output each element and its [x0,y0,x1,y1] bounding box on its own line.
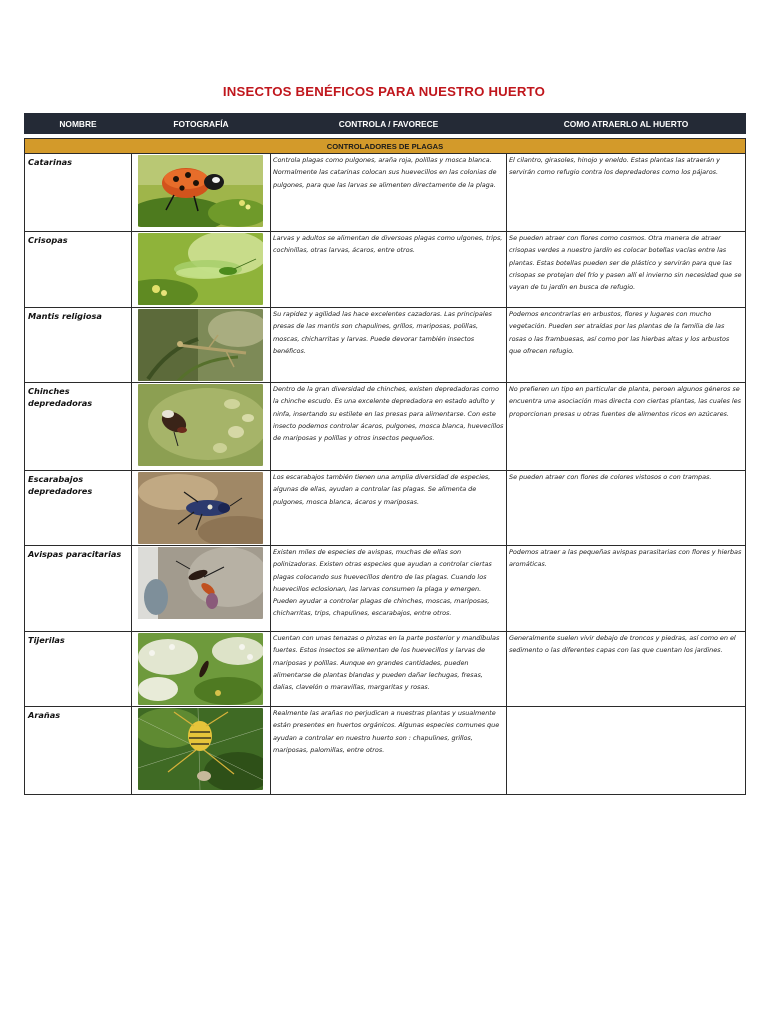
earwig-photo [138,633,263,705]
controla-text: Existen miles de especies de avispas, muchas de ellas son polinizadoras. Existen otras especies que ayudan a controlar ciertas plagas colocando sus huevecillos dentro de las plagas. Cuando los huevecillos eclosionan, las larvas consumen la plaga y emergen. Pueden ayudar a controlar plagas de chinches, moscas, mariposas, chicharritas, trips, chapulines, escarabajos, entre otros. [271,546,507,632]
document-title: INSECTOS BENÉFICOS PARA NUESTRO HUERTO [222,84,546,99]
lacewing-photo [138,233,263,305]
controla-text: Su rapidez y agilidad las hace excelentes cazadoras. Las principales presas de las mantis son chapulines, grillos, mariposas, polillas, moscas, chicharritas y larvas. Puede devorar también insectos benéficos. [271,308,507,383]
insects-table [24,113,746,795]
spider-photo [138,708,263,790]
predatory-bug-photo [138,384,263,466]
section-row [25,139,746,154]
insect-name: Crisopas [25,232,132,308]
table-row [25,707,746,795]
atraer-text: Generalmente suelen vivir debajo de troncos y piedras, así como en el sedimento o las diferentes capas con las que cuentan los jardines. [507,632,746,707]
insect-name: Mantis religiosa [25,308,132,383]
atraer-text: No prefieren un tipo en particular de planta, peroen algunos géneros se encuentra una asociación mas directa con ciertas plantas, las cuales les proporcionan presas u otras fuentes de alimentos ricos en azúcares. [507,383,746,471]
photo-cell [132,154,271,232]
insect-name: Chinches depredadoras [25,383,132,471]
ladybug-photo [138,155,263,227]
photo-cell [132,383,271,471]
photo-cell [132,232,271,308]
photo-cell [132,707,271,795]
controla-text: Controla plagas como pulgones, araña roja, polillas y mosca blanca. Normalmente las catarinas colocan sus huevecillos en las colonias de pulgones, para que las larvas se alimenten directamente de la plaga. [271,154,507,232]
photo-cell [132,308,271,383]
atraer-text: El cilantro, girasoles, hinojo y eneldo. Estas plantas las atraerán y servirán como refugio contra los depredadores como los pájaros. [507,154,746,232]
table-header-row [25,114,746,134]
insect-name: Avispas paracitarias [25,546,132,632]
section-title: CONTROLADORES DE PLAGAS [25,139,746,154]
mantis-photo [138,309,263,381]
table-row [25,546,746,632]
table-row [25,232,746,308]
controla-text: Dentro de la gran diversidad de chinches, existen depredadoras como la chinche escudo. Es una excelente depredadora en estado adulto y ninfa, insertando su estilete en las presas para alimentarse. Con este insecto podemos controlar ácaros, pulgones, mosca blanca, huevecillos de mariposas y polillas y otros insectos pequeños. [271,383,507,471]
atraer-text: Se pueden atraer con flores de colores vistosos o con trampas. [507,471,746,546]
atraer-text: Se pueden atraer con flores como cosmos. Otra manera de atraer crisopas verdes a nuestro jardín es colocar botellas vacías entre las plantas. Estas botellas pueden ser de plástico y servirán para que las crisopas se protejan del frío y pasen allí el invierno sin necesidad que se vayan de tu jardín en busca de refugio. [507,232,746,308]
beetle-photo [138,472,263,544]
table-row [25,308,746,383]
header-nombre: NOMBRE [25,114,132,134]
insect-name: Arañas [25,707,132,795]
controla-text: Realmente las arañas no perjudican a nuestras plantas y usualmente están presentes en huertos orgánicos. Algunas especies comunes que ayudan a controlar en nuestro huerto son : chapulines, grillos, mariposas, palomillas, entre otros. [271,707,507,795]
insect-name: Catarinas [25,154,132,232]
atraer-text: Podemos atraer a las pequeñas avispas parasitarias con flores y hierbas aromáticas. [507,546,746,632]
header-fotografia: FOTOGRAFÍA [132,114,271,134]
atraer-text [507,707,746,795]
table-row [25,632,746,707]
photo-cell [132,632,271,707]
atraer-text: Podemos encontrarlas en arbustos, flores y lugares con mucho vegetación. Pueden ser atraídas por las plantas de la familia de las rosas o las frambuesas, así como por las hierbas altas y los arbustos que ofrecen refugio. [507,308,746,383]
header-atraer: COMO ATRAERLO AL HUERTO [507,114,746,134]
controla-text: Larvas y adultos se alimentan de diversoas plagas como ulgones, trips, cochinillas, otras larvas, ácaros, entre otros. [271,232,507,308]
insect-name: Tijerilas [25,632,132,707]
controla-text: Los escarabajos también tienen una amplia diversidad de especies, algunas de ellas, ayudan a controlar las plagas. Se alimenta de pulgones, mosca blanca, ácaros y mariposas. [271,471,507,546]
insect-name: Escarabajos depredadores [25,471,132,546]
header-controla: CONTROLA / FAVORECE [271,114,507,134]
table-row [25,471,746,546]
controla-text: Cuentan con unas tenazas o pinzas en la parte posterior y mandíbulas fuertes. Estos insectos se alimentan de los huevecillos y larvas de mariposas y polillas. Aunque en grandes cantidades, pueden alimentarse de plantas blandas y pueden dañar lechugas, fresas, dalias, clavelón o maravillas, margaritas y rosas. [271,632,507,707]
wasp-photo [138,547,263,619]
table-row [25,383,746,471]
photo-cell [132,471,271,546]
photo-cell [132,546,271,632]
table-row [25,154,746,232]
